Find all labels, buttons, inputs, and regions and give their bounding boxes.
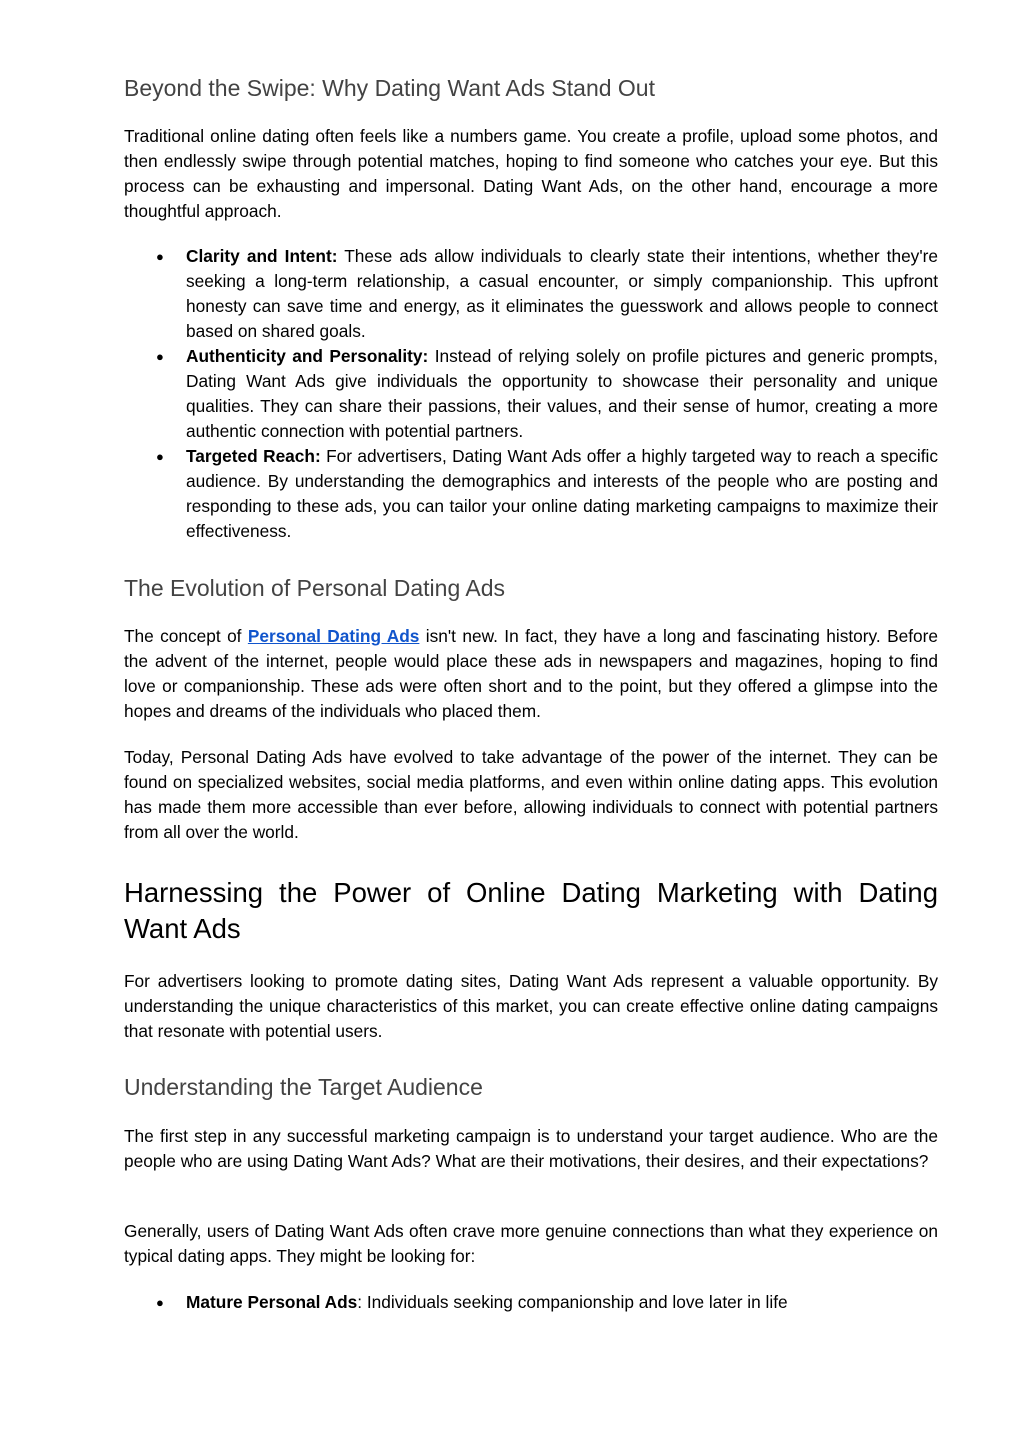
bullet-icon: ● [156, 249, 164, 264]
heading-evolution: The Evolution of Personal Dating Ads [124, 575, 506, 601]
bullet-text: Instead of relying solely on profile pictures and generic prompts, Dating Want Ads give individuals the opportunity to showcase their personality and unique qualities. They can share their passions, their values, and their sense of humor, creating a more authentic connection with potential partners. [186, 346, 938, 441]
bullet-term: Authenticity and Personality: [186, 346, 429, 366]
list-item [124, 344, 938, 444]
bullet-list-benefits [124, 244, 938, 544]
paragraph-first-step: The first step in any successful marketing campaign is to understand your target audience. Who are the people who are using Dating Want Ads? What are their motivations, their desires, and their expectations? [124, 1126, 938, 1171]
personal-dating-ads-link[interactable]: Personal Dating Ads [247, 626, 420, 646]
heading-understanding-audience: Understanding the Target Audience [124, 1074, 483, 1100]
bullet-icon: ● [156, 1295, 164, 1310]
bullet-term: Mature Personal Ads [186, 1292, 358, 1312]
concept-text-after: isn't new. In fact, they have a long and fascinating history. Before the advent of the internet, people would place these ads in newspapers and magazines, hoping to find love or companionship. These ads were often short and to the point, but they offered a glimpse into the hopes and dreams of the individuals who placed them. [124, 626, 938, 721]
list-item [124, 444, 938, 544]
paragraph-today: Today, Personal Dating Ads have evolved to take advantage of the power of the internet. They can be found on specialized websites, social media platforms, and even within online dating apps. This evolution has made them more accessible than ever before, allowing individuals to connect with potential partners from all over the world. [124, 747, 938, 842]
bullet-term: Targeted Reach: [186, 446, 321, 466]
paragraph-advertisers: For advertisers looking to promote dating sites, Dating Want Ads represent a valuable opportunity. By understanding the unique characteristics of this market, you can create effective online dating campaigns that resonate with potential users. [124, 971, 938, 1041]
paragraph-generally: Generally, users of Dating Want Ads often crave more genuine connections than what they experience on typical dating apps. They might be looking for: [124, 1221, 938, 1266]
paragraph-traditional-dating: Traditional online dating often feels like a numbers game. You create a profile, upload some photos, and then endlessly swipe through potential matches, hoping to find someone who catches your eye. But this process can be exhausting and impersonal. Dating Want Ads, on the other hand, encourage a more thoughtful approach. [124, 126, 938, 221]
list-item [124, 244, 938, 344]
list-item [124, 1290, 938, 1315]
bullet-text: For advertisers, Dating Want Ads offer a highly targeted way to reach a specific audience. By understanding the demographics and interests of the people who are posting and responding to these ads, you can tailor your online dating marketing campaigns to maximize their effectiveness. [186, 446, 938, 541]
paragraph-concept [124, 624, 938, 724]
bullet-text: These ads allow individuals to clearly state their intentions, whether they're seeking a long-term relationship, a casual encounter, or simply companionship. This upfront honesty can save time and energy, as it eliminates the guesswork and allows people to connect based on shared goals. [186, 246, 938, 341]
bullet-icon: ● [156, 349, 164, 364]
bullet-text: : Individuals seeking companionship and love later in life [357, 1292, 788, 1312]
heading-harnessing: Harnessing the Power of Online Dating Marketing with Dating Want Ads [124, 877, 938, 944]
bullet-icon: ● [156, 449, 164, 464]
bullet-term: Clarity and Intent: [186, 246, 338, 266]
concept-text-before: The concept of [124, 626, 248, 646]
heading-beyond-the-swipe: Beyond the Swipe: Why Dating Want Ads Stand Out [124, 75, 655, 101]
bullet-list-looking-for [124, 1290, 938, 1315]
